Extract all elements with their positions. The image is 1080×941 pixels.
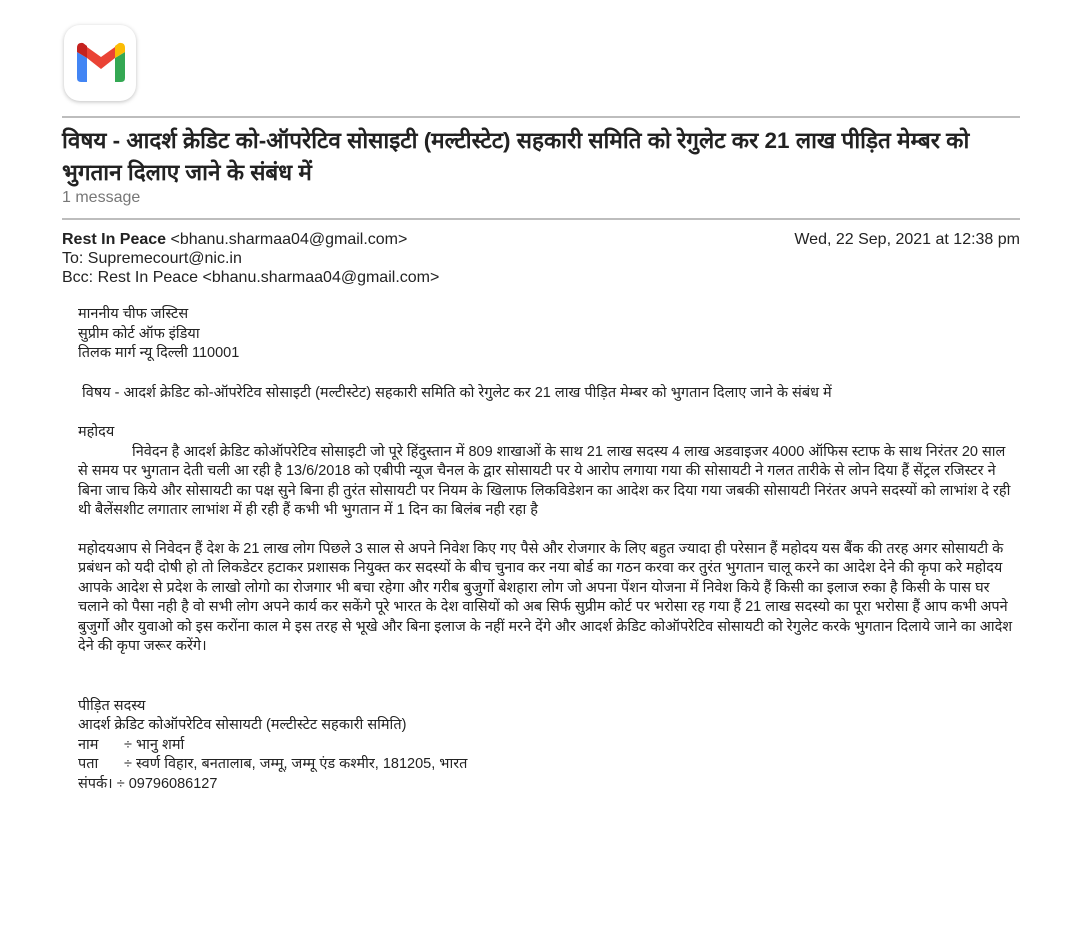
gmail-m-icon xyxy=(75,42,127,82)
paragraph-1: निवेदन है आदर्श क्रेडिट कोऑपरेटिव सोसाइटी जो पूरे हिंदुस्तान में 809 शाखाओं के साथ 21 लाख सदस्य 4 लाख अडवाइजर 4000 ऑफिस स्टाफ के साथ निरंतर 20 साल से समय पर भुगतान देती चली आ रही है 13/6/2018 को एबीपी न्यूज चैनल के द्वार सोसायटी पर ये आरोप लगाया गया की सोसायटी ने गलत तारीके से लोन दिया हैं सेंट्रल रजिस्टर ने बिना जाच किये और सोसायटी का पक्ष सुने बिना ही तुरंत सोसायटी पर नियम के खिलाफ लिकविडेशन का आदेश कर दिया गया जबकी सोसायटी निरंतर अपने सदस्यों को लाभांश दे रही थी बैलेंसशीट लगातार लाभांश में ही रही हैं कभी भी भुगतान में 1 दिन का बिलंब नही रहा है xyxy=(78,443,1011,518)
header-divider xyxy=(62,218,1020,220)
address-line: तिलक मार्ग न्यू दिल्ली 110001 xyxy=(78,345,240,361)
address-line: माननीय चीफ जस्टिस xyxy=(78,306,189,322)
sender-email: <bhanu.sharmaa04@gmail.com> xyxy=(170,231,408,248)
name-value: ÷ भानु शर्मा xyxy=(124,736,185,753)
thread-subject: विषय - आदर्श क्रेडिट को-ऑपरेटिव सोसाइटी (मल्टीस्टेट) सहकारी समिति को रेगुलेट कर 21 लाख पीड़ित मेम्बर को भुगतान दिलाए जाने के संबंध में xyxy=(62,128,970,185)
signoff: पीड़ित सदस्य xyxy=(78,697,146,714)
name-label: नाम xyxy=(78,736,99,753)
message-header xyxy=(62,230,1020,287)
gmail-logo-icon xyxy=(64,25,136,101)
message-count: 1 message xyxy=(62,189,141,206)
letter-subject: विषय - आदर्श क्रेडिट को-ऑपरेटिव सोसाइटी (मल्टीस्टेट) सहकारी समिति को रेगुलेट कर 21 लाख पीड़ित मेम्बर को भुगतान दिलाए जाने के संबंध में xyxy=(82,384,832,401)
name-row xyxy=(78,736,1013,756)
message-date: Wed, 22 Sep, 2021 at 12:38 pm xyxy=(794,231,1020,248)
organization: आदर्श क्रेडिट कोऑपरेटिव सोसायटी (मल्टीस्टेट सहकारी समिति) xyxy=(78,717,407,733)
address-label: पता xyxy=(78,756,99,772)
contact-row xyxy=(78,775,1013,795)
contact-value: ÷ 09796086127 xyxy=(116,775,218,792)
address-line: सुप्रीम कोर्ट ऑफ इंडिया xyxy=(78,325,200,342)
contact-label: संपर्क। xyxy=(78,775,113,792)
salutation: महोदय xyxy=(78,424,115,440)
paragraph-2: महोदयआप से निवेदन हैं देश के 21 लाख लोग पिछले 3 साल से अपने निवेश किए गए पैसे और रोजगार के लिए बहुत ज्यादा ही परेसान हैं महोदय यस बैंक की तरह अगर सोसायटी के प्रबंधन को यदी दोषी हो तो लिकडेटर हटाकर प्रशासक नियुक्त कर सदस्यों के बीच चुनाव कर नया बोर्ड का गठन करवा कर तुरंत भुगतान चालू करने का आदेश देने की कृपा करे महोदय आपके आदेश से प्रदेश के लाखो लोगो का रोजगार भी बचा रहेगा और गरीब बुजुर्गो बेशहारा लोग जो अपना पेंशन योजना में निवेश किये हैं किसी का इलाज रुका है किसी के पास घर चलाने को पैसा नही है वो सभी लोग अपने कार्य कर सकेंगे पूरे भारत के देश वासियों को अब सिर्फ सुप्रीम कोर्ट पर भरोसा रह गया हैं 21 लाख सदस्यो का पूरा भरोसा हैं आप कभी अपने बुजुर्गो और युवाओ को इस करोंना काल मे इस तरह से भूखे और बिना इलाज के नहीं मरने देंगे और आदर्श क्रेडिट कोऑपरेटिव सोसायटी को रेगुलेट करके भुगतान दिलाये जाने का आदेश देने की कृपा जरूर करेंगे। xyxy=(78,540,1013,654)
message-body xyxy=(78,305,1013,794)
address-row xyxy=(78,755,1013,775)
to-line: To: Supremecourt@nic.in xyxy=(62,250,242,267)
address-value: ÷ स्वर्ण विहार, बनतालाब, जम्मू, जम्मू एंड कश्मीर, 181205, भारत xyxy=(124,756,468,772)
sender-name[interactable]: Rest In Peace xyxy=(62,231,167,248)
bcc-line: Bcc: Rest In Peace <bhanu.sharmaa04@gmail.com> xyxy=(62,269,440,286)
top-divider xyxy=(62,116,1020,118)
